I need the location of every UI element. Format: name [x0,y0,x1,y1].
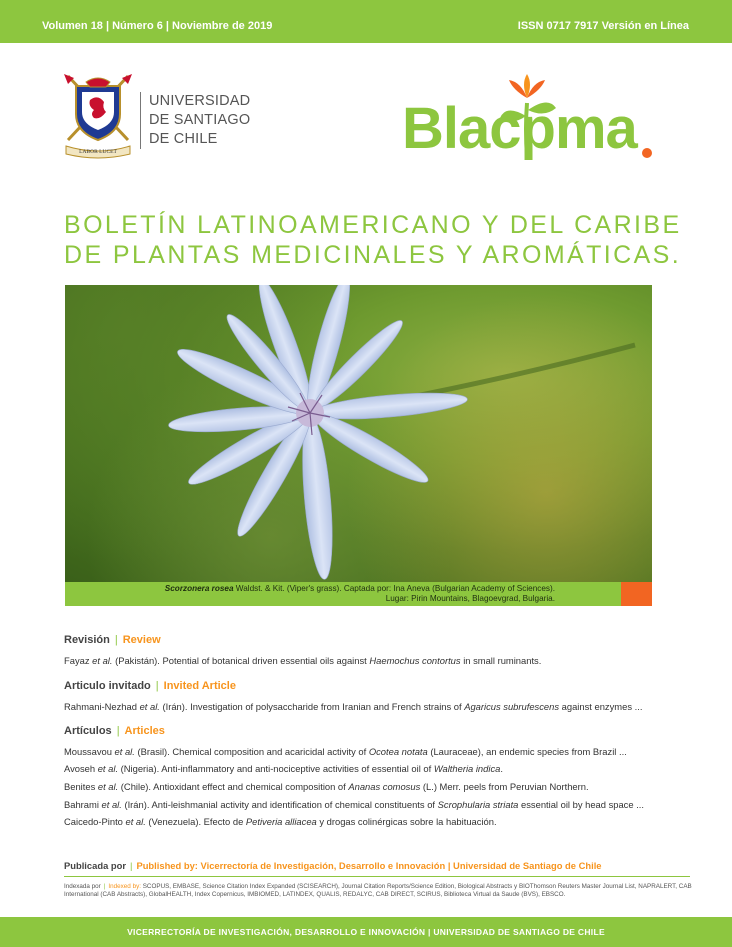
list-item: Rahmani-Nezhad et al. (Irán). Investigation of polysaccharide from Iranian and French strains of Agaricus subrufescens against enzymes ... [64,701,643,712]
header-bar [0,0,732,43]
divider [64,876,690,877]
caption-credit: Waldst. & Kit. (Viper's grass). Captada por: Ina Aneva (Bulgarian Academy of Sciences). [233,584,555,593]
section-invited-article [64,680,642,712]
svg-text:Blacpma: Blacpma [402,96,637,161]
cover-caption [65,582,621,606]
university-name: UNIVERSIDAD DE SANTIAGO DE CHILE [140,92,250,149]
list-item: Moussavou et al. (Brasil). Chemical composition and acaricidal activity of Ocotea notata (Lauraceae), an endemic species from Brazil ... [64,746,627,757]
footer-bar: VICERRECTORÍA DE INVESTIGACIÓN, DESARROLLO E INNOVACIÓN | UNIVERSIDAD DE SANTIAGO DE CHILE [0,917,732,947]
section-heading: Artículos | Articles [64,725,165,737]
svg-text:LABOR LUCET: LABOR LUCET [79,149,117,155]
caption-location: Lugar: Pirin Mountains, Blagoevgrad, Bulgaria. [385,594,555,603]
caption-accent-block [621,582,652,606]
caption-species: Scorzonera rosea [164,584,234,593]
section-review [64,634,541,666]
blacpma-logo [400,68,655,168]
list-item: Avoseh et al. (Nigeria). Anti-inflammatory and anti-nociceptive activities of essential oil of Waltheria indica. [64,763,503,774]
journal-title: BOLETÍN LATINOAMERICANO Y DEL CARIBE DE PLANTAS MEDICINALES Y AROMÁTICAS. [64,211,682,269]
issue-info: Volumen 18 | Número 6 | Noviembre de 2019 [42,20,273,32]
publisher-line: Publicada por | Published by: Vicerrectoría de Investigación, Desarrollo e Innovación | Universidad de Santiago de Chile [64,860,602,871]
cover-photo [65,285,652,582]
flower-illustration [65,285,652,582]
section-articles [64,725,644,827]
issn-info: ISSN 0717 7917 Versión en Línea [517,20,689,32]
list-item: Fayaz et al. (Pakistán). Potential of botanical driven essential oils against Haemochus contortus in small ruminants. [64,655,542,666]
list-item: Bahrami et al. (Irán). Anti-leishmanial activity and identification of chemical constituents of Scrophularia striata essential oil by head space ... [64,799,645,810]
indexing-info: Indexada por | Indexed by: SCOPUS, EMBASE, Science Citation Index Expanded (SCISEARCH), Journal Citation Reports/Science Edition, Biological Abstracts y BIOThomson Reuters Master Journal List, NAPRALERT, CAB International (CAB Abstracts), GlobalHEALTH, Index Copernicus, IMBIOMED, LATINDEX, QUALIS, REDALYC, CAB DIRECT, SCIRUS, Biblioteca Virtual da Saude (BVS), EBSCO. [64,883,692,898]
list-item: Caicedo-Pinto et al. (Venezuela). Efecto de Petiveria alliacea y drogas colinérgicas sobre la habituación. [64,816,497,827]
section-heading: Articulo invitado | Invited Article [64,680,236,692]
usach-crest-logo [62,70,134,160]
section-heading: Revisión | Review [64,634,161,646]
list-item: Benites et al. (Chile). Antioxidant effect and chemical composition of Ananas comosus (L.) Merr. peels from Peruvian Northern. [64,781,589,792]
